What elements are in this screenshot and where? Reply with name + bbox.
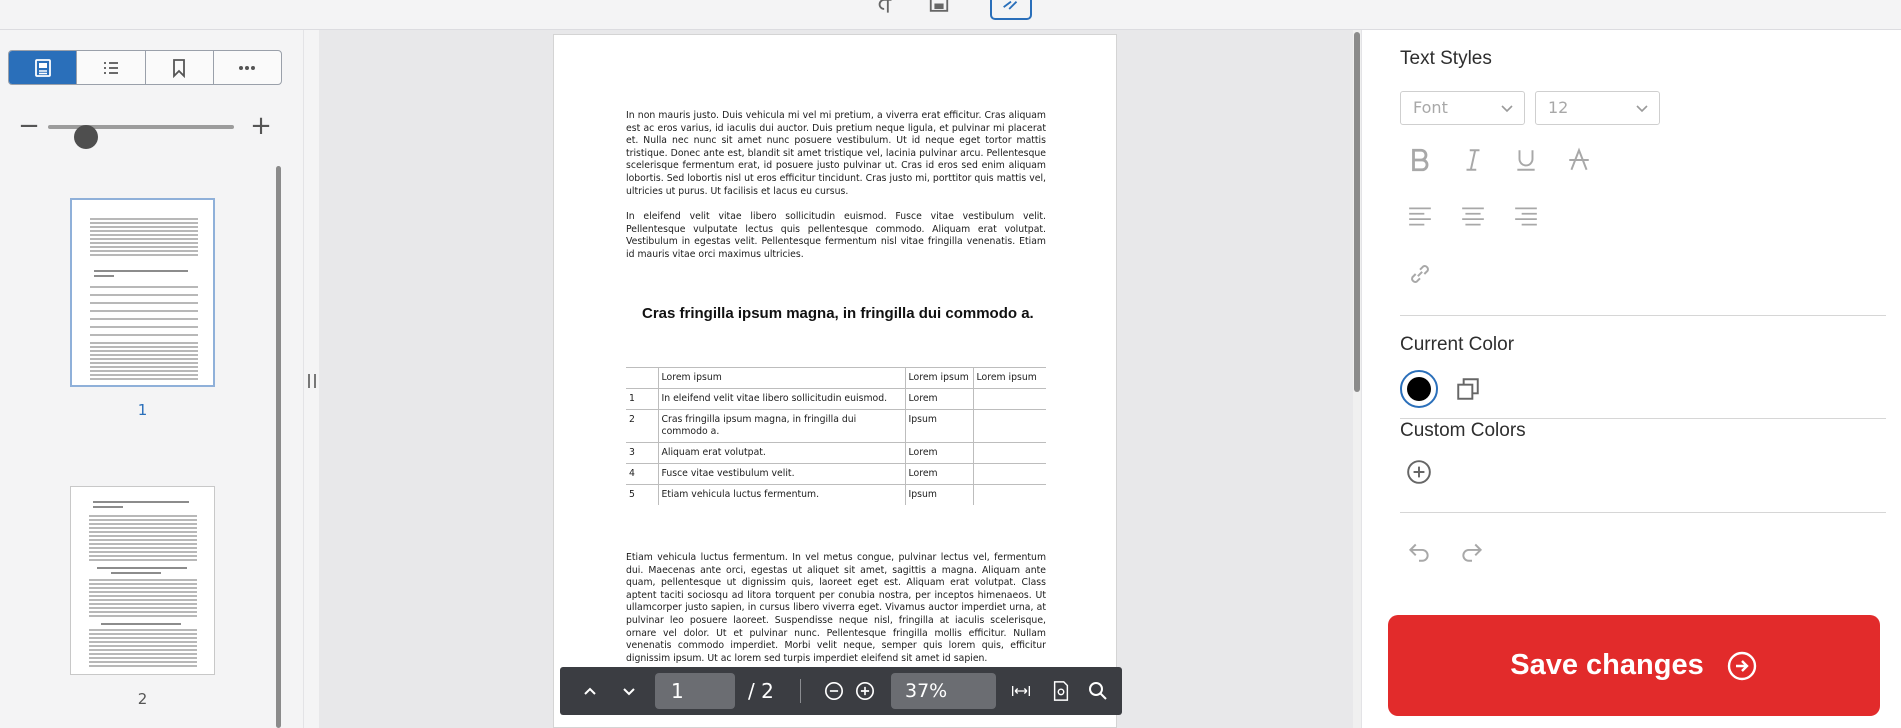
- sidebar-view-switcher: [8, 50, 282, 85]
- fit-width-button[interactable]: [1009, 679, 1033, 703]
- thumbnail-text-line: [89, 657, 197, 659]
- strikethrough-icon: [1566, 147, 1592, 173]
- thumbnail-text-line: [90, 350, 198, 352]
- thumbnail-text-line: [93, 501, 189, 503]
- thumbnail-text-line: [89, 515, 197, 517]
- table-cell: Lorem ipsum: [905, 368, 973, 389]
- thumbnail-text-line: [90, 226, 198, 228]
- bold-icon: [1407, 147, 1433, 173]
- table-cell: Lorem: [905, 464, 973, 485]
- text-styles-title: Text Styles: [1400, 48, 1492, 69]
- search-icon: [1088, 681, 1108, 701]
- italic-button[interactable]: [1458, 145, 1488, 175]
- page-total: / 2: [748, 679, 774, 703]
- undo-icon: [1406, 538, 1432, 564]
- align-right-icon: [1513, 204, 1539, 230]
- table-cell: [973, 389, 1046, 410]
- thumbnail-zoom: [18, 111, 274, 141]
- chevron-up-icon: [580, 681, 600, 701]
- slider-knob[interactable]: [74, 125, 98, 149]
- italic-icon: [1460, 147, 1486, 173]
- thumbnail-text-line: [89, 649, 197, 651]
- thumbnail-text-line: [94, 275, 114, 277]
- table-cell: Lorem: [905, 389, 973, 410]
- copy-icon: [1455, 376, 1481, 402]
- align-center-icon: [1460, 204, 1486, 230]
- divider: [1400, 418, 1886, 419]
- thumbnail-sidebar: [0, 30, 303, 728]
- table-row: [626, 443, 1046, 464]
- page-navigation-bar: [560, 667, 1122, 715]
- zoom-in-icon: [855, 681, 875, 701]
- next-page-button[interactable]: [617, 679, 641, 703]
- table-cell: Ipsum: [905, 410, 973, 443]
- sidebar-resize-handle[interactable]: [303, 30, 319, 728]
- grip-icon: [308, 374, 316, 388]
- outline-view-button[interactable]: [77, 51, 145, 84]
- thumbnail-text-line: [90, 318, 198, 320]
- thumbnail-text-line: [89, 615, 197, 617]
- thumbnail-text-line: [90, 246, 198, 248]
- table-cell: [626, 368, 658, 389]
- thumbnail-text-line: [89, 637, 197, 639]
- scrollbar-thumb[interactable]: [1354, 32, 1360, 392]
- chevron-down-icon: [619, 681, 639, 701]
- color-dot: [1407, 377, 1431, 401]
- undo-button[interactable]: [1404, 536, 1434, 566]
- thumbnail-text-line: [90, 222, 198, 224]
- thumbnail-text-line: [89, 633, 197, 635]
- table-row: [626, 485, 1046, 506]
- thumbnail-text-line: [89, 555, 197, 557]
- table-cell: [973, 464, 1046, 485]
- thumbnail-text-line: [89, 523, 197, 525]
- save-page-icon[interactable]: [926, 0, 952, 18]
- thumbnail-text-line: [89, 531, 197, 533]
- document-scrollbar[interactable]: [1353, 30, 1361, 728]
- thumbnail-text-line: [89, 579, 197, 581]
- chevron-down-icon: [1500, 101, 1514, 115]
- table-cell: In eleifend velit vitae libero sollicitudin euismod.: [658, 389, 905, 410]
- thumbnail-text-line: [90, 250, 198, 252]
- thumbnail-scrollbar[interactable]: [276, 166, 281, 728]
- paragraph: In eleifend velit vitae libero sollicitudin euismod. Fusce vitae vestibulum velit. Pellentesque vulputate lectus quis pellentesque commodo. Aliquam erat volutpat. Vestibulum in egestas velit. Pellentesque fermentum nisl vitae fringilla venenatis. Etiam id mauris vitae orci maximus ultricies.: [626, 211, 1046, 260]
- thumbnail-text-line: [90, 234, 198, 236]
- table-cell: Cras fringilla ipsum magna, in fringilla dui commodo a.: [658, 410, 905, 443]
- custom-colors-title: Custom Colors: [1400, 420, 1526, 441]
- thumbnail-text-line: [89, 547, 197, 549]
- thumbnail-text-line: [101, 623, 181, 625]
- arrow-right-circle-icon: [1726, 650, 1758, 682]
- thumbnail-zoom-in-button[interactable]: +: [250, 111, 272, 141]
- redo-button[interactable]: [1457, 536, 1487, 566]
- current-color-swatch[interactable]: [1400, 370, 1438, 408]
- save-changes-button[interactable]: [1388, 615, 1880, 716]
- thumbnail-text-line: [90, 310, 198, 312]
- current-color-title: Current Color: [1400, 334, 1515, 355]
- thumbnail-text-line: [89, 661, 197, 663]
- zoom-in-button[interactable]: [853, 679, 877, 703]
- thumbnail-text-line: [89, 645, 197, 647]
- bookmarks-view-button[interactable]: [146, 51, 214, 84]
- thumbnail-text-line: [90, 378, 198, 380]
- table-cell: Lorem ipsum: [658, 368, 905, 389]
- thumbnail-text-line: [89, 607, 197, 609]
- section-heading: Cras fringilla ipsum magna, in fringilla dui commodo a.: [642, 305, 1034, 322]
- list-icon: [101, 58, 121, 78]
- table-cell: 5: [626, 485, 658, 506]
- font-select-value: Font: [1413, 98, 1448, 117]
- thumbnail-text-line: [94, 270, 188, 272]
- thumbnail-text-line: [89, 599, 197, 601]
- font-size-select[interactable]: [1535, 91, 1660, 125]
- table-cell: 1: [626, 389, 658, 410]
- thumbnail-text-line: [89, 551, 197, 553]
- thumbnail-text-line: [89, 587, 197, 589]
- thumbnail-text-line: [89, 653, 197, 655]
- thumbnail-text-line: [89, 527, 197, 529]
- thumbnail-page-1[interactable]: [70, 198, 215, 387]
- save-changes-label: Save changes: [1510, 649, 1704, 681]
- thumbnail-text-line: [90, 362, 198, 364]
- thumbnail-zoom-slider[interactable]: [48, 125, 234, 129]
- thumbnail-text-line: [90, 326, 198, 328]
- document-viewport: [319, 30, 1353, 728]
- table-cell: Ipsum: [905, 485, 973, 506]
- thumbnail-text-line: [90, 294, 198, 296]
- strikethrough-button[interactable]: [1564, 145, 1594, 175]
- table-cell: Lorem ipsum: [973, 368, 1046, 389]
- thumbnail-text-line: [90, 242, 198, 244]
- align-left-icon: [1407, 204, 1433, 230]
- thumbnail-text-line: [89, 595, 197, 597]
- thumbnail-text-line: [90, 302, 198, 304]
- table-cell: 2: [626, 410, 658, 443]
- thumbnail-text-line: [93, 506, 123, 508]
- thumbnail-text-line: [90, 334, 198, 336]
- table-cell: Aliquam erat volutpat.: [658, 443, 905, 464]
- thumbnails-view-button[interactable]: [9, 51, 77, 84]
- document-page[interactable]: [553, 34, 1117, 728]
- thumbnail-text-line: [89, 539, 197, 541]
- link-button[interactable]: [1405, 259, 1435, 289]
- underline-button[interactable]: [1511, 145, 1541, 175]
- thumbnail-text-line: [89, 591, 197, 593]
- thumbnail-text-line: [111, 572, 161, 574]
- fit-width-icon: [1011, 681, 1031, 701]
- top-toolbar: [0, 0, 1901, 30]
- divider: [800, 679, 801, 703]
- thumbnail-text-line: [90, 354, 198, 356]
- page-number-input[interactable]: 1: [655, 673, 735, 709]
- link-icon: [1407, 261, 1433, 287]
- thumbnail-text-line: [89, 641, 197, 643]
- chevron-down-icon: [1635, 101, 1649, 115]
- table-cell: Etiam vehicula luctus fermentum.: [658, 485, 905, 506]
- thumbnail-page-number: 1: [137, 401, 148, 419]
- thumbnail-text-line: [90, 286, 198, 288]
- table-cell: Fusce vitae vestibulum velit.: [658, 464, 905, 485]
- document-table: [626, 367, 1046, 505]
- table-cell: Lorem: [905, 443, 973, 464]
- thumbnail-zoom-out-button[interactable]: −: [18, 111, 40, 141]
- thumbnail-text-line: [89, 629, 197, 631]
- thumbnail-text-line: [89, 519, 197, 521]
- align-left-button[interactable]: [1405, 202, 1435, 232]
- search-button[interactable]: [1086, 679, 1110, 703]
- plus-circle-icon: [1406, 459, 1432, 485]
- page-settings-button[interactable]: [1049, 679, 1073, 703]
- align-center-button[interactable]: [1458, 202, 1488, 232]
- table-cell: 4: [626, 464, 658, 485]
- thumbnail-text-line: [90, 238, 198, 240]
- thumbnail-page-2[interactable]: [70, 486, 215, 675]
- table-row: [626, 389, 1046, 410]
- thumbnail-text-line: [89, 535, 197, 537]
- thumbnail-text-line: [90, 254, 198, 256]
- forms-icon[interactable]: [990, 0, 1032, 20]
- underline-icon: [1513, 147, 1539, 173]
- thumbnail-page-number: 2: [137, 690, 148, 708]
- more-options-button[interactable]: [214, 51, 281, 84]
- divider: [1400, 512, 1886, 513]
- table-row: [626, 464, 1046, 485]
- font-size-value: 12: [1548, 98, 1569, 117]
- add-custom-color-button[interactable]: [1404, 457, 1434, 487]
- table-cell: [973, 410, 1046, 443]
- thumbnail-text-line: [89, 611, 197, 613]
- copy-color-button[interactable]: [1453, 374, 1483, 404]
- thumbnail-text-line: [89, 543, 197, 545]
- thumbnail-text-line: [89, 559, 197, 561]
- paragraph-icon[interactable]: [873, 0, 899, 18]
- thumbnail-text-line: [89, 583, 197, 585]
- thumbnail-text-line: [90, 346, 198, 348]
- thumbnails-icon: [33, 58, 53, 78]
- thumbnail-text-line: [90, 370, 198, 372]
- table-cell: [973, 485, 1046, 506]
- thumbnail-text-line: [90, 374, 198, 376]
- redo-icon: [1459, 538, 1485, 564]
- zoom-level-input[interactable]: 37%: [891, 673, 996, 709]
- thumbnail-text-line: [89, 665, 197, 667]
- thumbnail-text-line: [90, 342, 198, 344]
- previous-page-button[interactable]: [578, 679, 602, 703]
- zoom-out-button[interactable]: [822, 679, 846, 703]
- thumbnail-text-line: [89, 603, 197, 605]
- divider: [1400, 315, 1886, 316]
- thumbnail-text-line: [97, 567, 187, 569]
- thumbnail-text-line: [90, 358, 198, 360]
- font-select[interactable]: [1400, 91, 1525, 125]
- thumbnail-text-line: [90, 366, 198, 368]
- table-row: [626, 410, 1046, 443]
- zoom-out-icon: [824, 681, 844, 701]
- table-cell: 3: [626, 443, 658, 464]
- align-right-button[interactable]: [1511, 202, 1541, 232]
- thumbnail-text-line: [90, 230, 198, 232]
- paragraph: Etiam vehicula luctus fermentum. In vel metus congue, pulvinar lectus vel, fermentum dui. Maecenas ante orci, egestas ut aliquet sit amet, sagittis a magna. Aliquam ante quam, pellentesque ut dignissim quis, laoreet eget est. Aliquam erat volutpat. Class aptent taciti sociosqu ad litora torquent per conubia nostra, per inceptos himenaeos. Ut ullamcorper justo sapien, in cursus libero viverra eget. Vivamus auctor imperdiet urna, at pulvinar leo posuere laoreet. Suspendisse neque nisl, fringilla at iaculis scelerisque, ornare vel dolor. Ut et pulvinar nunc. Pellentesque fringilla mollis efficitur. Nullam venenatis commodo imperdiet. Morbi velit neque, semper quis lorem quis, efficitur dignissim ipsum. Ut ac lorem sed turpis imperdiet eleifend sit amet id sapien.: [626, 552, 1046, 664]
- bold-button[interactable]: [1405, 145, 1435, 175]
- ellipsis-icon: [237, 58, 257, 78]
- table-cell: [973, 443, 1046, 464]
- bookmark-icon: [169, 58, 189, 78]
- table-header-row: [626, 368, 1046, 389]
- page-gear-icon: [1051, 681, 1071, 701]
- paragraph: In non mauris justo. Duis vehicula mi vel mi pretium, a viverra erat efficitur. Cras aliquam est ac eros varius, id iaculis dui auctor. Duis pretium neque ligula, et pulvinar mi placerat et. Nulla nec nunc sit amet nunc posuere vestibulum. Ut id neque eget tortor mattis tristique. Donec ante est, blandit sit amet tristique vel, lacinia pulvinar arcu. Pellentesque scelerisque fermentum erat, id posuere justo pulvinar ut. Cras id eros sed enim aliquam lobortis. Sed lobortis nisl ut eros efficitur tincidunt. Cras justo mi, porttitor quis mattis vel, ultricies ut purus. Ut facilisis et lacus eu cursus.: [626, 110, 1046, 197]
- thumbnail-text-line: [90, 218, 198, 220]
